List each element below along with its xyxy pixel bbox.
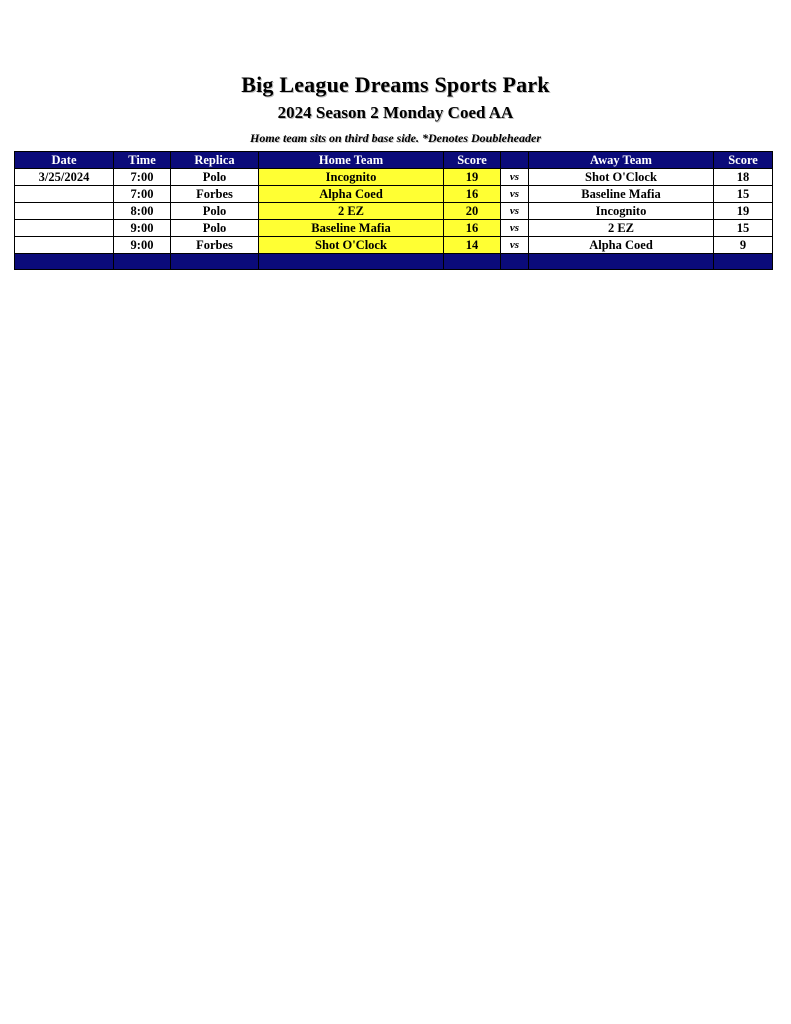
column-header-vs (501, 152, 529, 169)
table-row (15, 186, 773, 203)
table-row (15, 169, 773, 186)
field-cell: Polo (171, 203, 259, 220)
table-row (15, 237, 773, 254)
field-cell: Polo (171, 220, 259, 237)
home-team-cell: 2 EZ (259, 203, 444, 220)
away-score-cell: 15 (714, 220, 773, 237)
date-cell (15, 220, 114, 237)
footer-cell (529, 254, 714, 270)
home-team-cell: Alpha Coed (259, 186, 444, 203)
time-cell: 9:00 (114, 237, 171, 254)
vs-cell: vs (501, 169, 529, 186)
footer-cell (259, 254, 444, 270)
home-score-cell: 20 (444, 203, 501, 220)
footer-cell (171, 254, 259, 270)
home-team-cell: Incognito (259, 169, 444, 186)
footer-cell (714, 254, 773, 270)
table-header-row (15, 152, 773, 169)
footer-cell (15, 254, 114, 270)
home-team-cell: Shot O'Clock (259, 237, 444, 254)
column-header-home-score: Score (444, 152, 501, 169)
date-cell (15, 186, 114, 203)
vs-cell: vs (501, 203, 529, 220)
home-team-cell: Baseline Mafia (259, 220, 444, 237)
time-cell: 9:00 (114, 220, 171, 237)
column-header-date: Date (15, 152, 114, 169)
page-subtitle: 2024 Season 2 Monday Coed AA (277, 103, 514, 122)
footer-cell (501, 254, 529, 270)
home-score-cell: 19 (444, 169, 501, 186)
column-header-away-team: Away Team (529, 152, 714, 169)
date-cell: 3/25/2024 (15, 169, 114, 186)
field-cell: Polo (171, 169, 259, 186)
schedule-note: Home team sits on third base side. *Denotes Doubleheader (250, 131, 541, 145)
field-cell: Forbes (171, 237, 259, 254)
date-cell (15, 237, 114, 254)
home-score-cell: 16 (444, 186, 501, 203)
away-score-cell: 18 (714, 169, 773, 186)
footer-cell (114, 254, 171, 270)
away-score-cell: 15 (714, 186, 773, 203)
column-header-time: Time (114, 152, 171, 169)
table-row (15, 203, 773, 220)
schedule-table (14, 151, 773, 270)
away-team-cell: Alpha Coed (529, 237, 714, 254)
footer-cell (444, 254, 501, 270)
away-team-cell: 2 EZ (529, 220, 714, 237)
time-cell: 7:00 (114, 186, 171, 203)
date-cell (15, 203, 114, 220)
away-team-cell: Shot O'Clock (529, 169, 714, 186)
away-team-cell: Baseline Mafia (529, 186, 714, 203)
home-score-cell: 16 (444, 220, 501, 237)
page-title: Big League Dreams Sports Park (241, 72, 550, 97)
away-score-cell: 19 (714, 203, 773, 220)
away-score-cell: 9 (714, 237, 773, 254)
vs-cell: vs (501, 186, 529, 203)
vs-cell: vs (501, 237, 529, 254)
time-cell: 7:00 (114, 169, 171, 186)
vs-cell: vs (501, 220, 529, 237)
table-footer-row (15, 254, 773, 270)
time-cell: 8:00 (114, 203, 171, 220)
field-cell: Forbes (171, 186, 259, 203)
column-header-replica: Replica (171, 152, 259, 169)
home-score-cell: 14 (444, 237, 501, 254)
column-header-home-team: Home Team (259, 152, 444, 169)
table-row (15, 220, 773, 237)
column-header-away-score: Score (714, 152, 773, 169)
away-team-cell: Incognito (529, 203, 714, 220)
